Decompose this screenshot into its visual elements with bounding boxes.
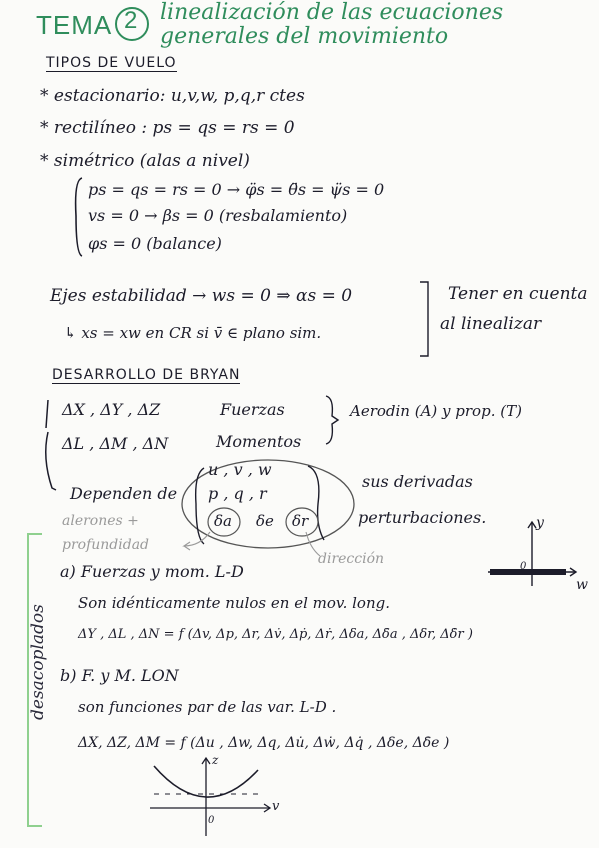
title-line-1: linealización de las ecuaciones — [160, 0, 504, 25]
perturb-text: perturbaciones. — [358, 508, 487, 527]
tema-label: TEMA — [36, 10, 113, 40]
ctrl-delta-r: δr — [292, 512, 309, 530]
ctrl-delta-a: δa — [214, 512, 232, 530]
profundidad-note: profundidad — [62, 537, 150, 553]
bryan-left-brace — [40, 398, 58, 494]
tema-number: 2 — [124, 7, 139, 34]
ejes-bracket — [418, 280, 434, 358]
bryan-row-1: ΔX , ΔY , ΔZ — [62, 400, 161, 419]
sketch-yw-origin: 0 — [520, 561, 527, 572]
derivadas-text: sus derivadas — [362, 472, 473, 491]
sketch-zv-v: v — [272, 799, 280, 814]
part-b-heading: b) F. y M. LON — [60, 666, 179, 685]
sketch-yw — [480, 514, 590, 594]
bryan-heading: DESARROLLO DE BRYAN — [52, 367, 241, 383]
estacionario-line: * estacionario: u,v,w, p,q,r ctes — [40, 86, 305, 106]
sketch-yw-y: y — [536, 515, 544, 531]
title-line-2: generales del movimiento — [160, 24, 449, 49]
alerones-note: alerones + — [62, 513, 139, 529]
sketch-zv-z: z — [212, 753, 219, 767]
ejes-note-1: Tener en cuenta — [448, 284, 588, 304]
aero-text: Aerodin (A) y prop. (T) — [350, 402, 522, 420]
direccion-note: dirección — [318, 551, 385, 567]
ejes-line-1: Ejes estabilidad → ws = 0 ⇒ αs = 0 — [50, 286, 353, 306]
part-b-line: son funciones par de las var. L-D . — [78, 698, 337, 716]
part-b-equation: ΔX, ΔZ, ΔM = f (Δu , Δw, Δq, Δu̇, Δẇ, Δq̇ , Δδe, Δδ̇e ) — [78, 735, 450, 751]
rectilineo-line: * rectilíneo : ps = qs = rs = 0 — [40, 118, 295, 138]
vars-pqr: p , q , r — [208, 484, 267, 503]
sketch-yw-w: w — [576, 577, 588, 593]
ctrl-delta-e: δe — [256, 512, 274, 530]
sim-line-3: φs = 0 (balance) — [88, 234, 222, 253]
aero-brace — [322, 394, 342, 446]
depend-text: Dependen de — [70, 484, 178, 503]
ejes-line-2: ↳ xs = xw en CR si v̄ ∈ plano sim. — [64, 324, 322, 342]
part-a-heading: a) Fuerzas y mom. L-D — [60, 562, 244, 581]
desacoplados-label: desacoplados — [28, 604, 48, 720]
ejes-note-2: al linealizar — [440, 314, 542, 334]
sim-line-1: ps = qs = rs = 0 → φ̈s = θ̈s = ψ̈s = 0 — [88, 180, 385, 199]
part-a-line: Son idénticamente nulos en el mov. long. — [78, 594, 390, 612]
sketch-zv-origin: 0 — [208, 815, 215, 826]
bryan-row-2: ΔL , ΔM , ΔN — [62, 434, 169, 453]
simetrico-brace — [70, 176, 86, 258]
sim-line-2: vs = 0 → βs = 0 (resbalamiento) — [88, 206, 348, 225]
bryan-row-1-label: Fuerzas — [220, 400, 285, 419]
vars-uvw: u , v , w — [208, 460, 272, 479]
simetrico-line: * simétrico (alas a nivel) — [40, 151, 250, 171]
bryan-row-2-label: Momentos — [216, 432, 302, 451]
tipos-heading: TIPOS DE VUELO — [46, 55, 177, 71]
part-a-equation: ΔY , ΔL , ΔN = f (Δv, Δp, Δr, Δv̇, Δṗ, Δṙ, Δδa, Δδ̇a , Δδr, Δδ̇r ) — [78, 627, 473, 642]
